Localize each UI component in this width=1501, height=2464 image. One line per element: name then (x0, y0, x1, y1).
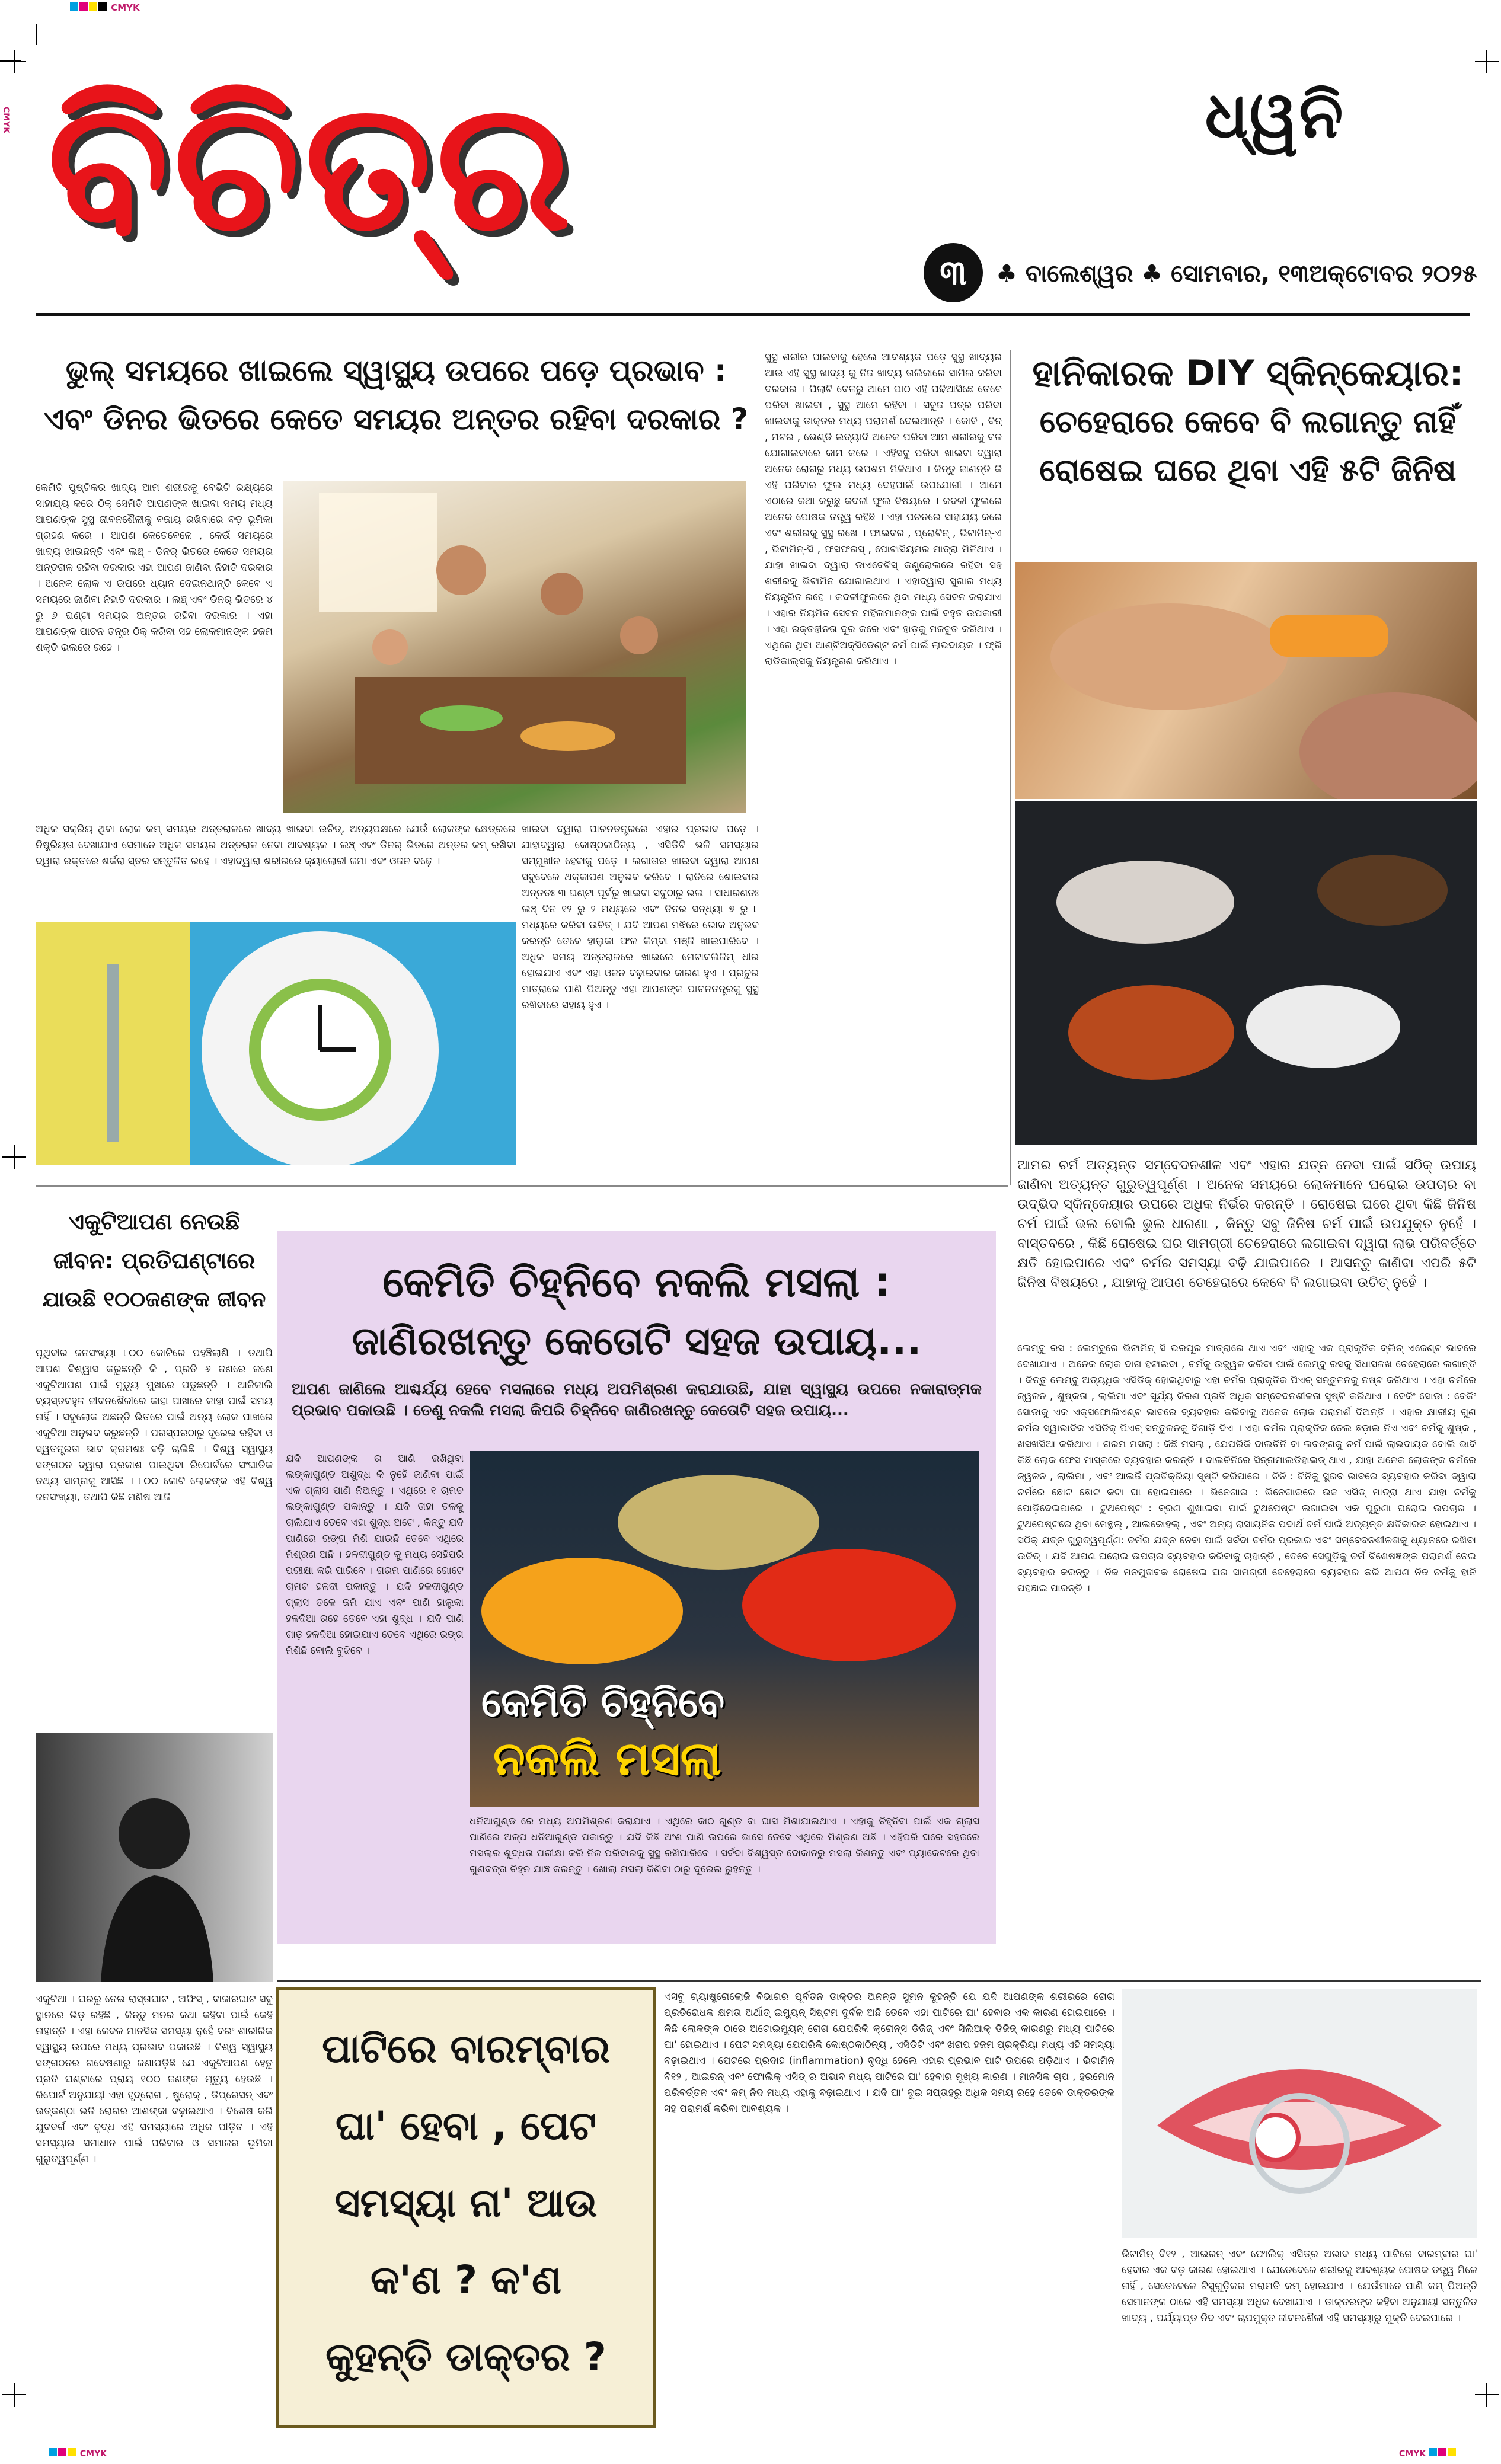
ulcer-headline-line1: ପାଟିରେ ବାରମ୍ବାର (322, 2026, 610, 2072)
food-plate (420, 705, 503, 731)
registration-mark-bottom-left (2, 2383, 26, 2407)
skin-headline-line2: ଚେହେରାରେ କେବେ ବି ଲଗାନ୍ତୁ ନାହିଁ (1039, 404, 1457, 440)
skin-headline-line1: ହାନିକାରକ DIY ସ୍କିନ୍‌କେୟାର: (1032, 353, 1464, 394)
issue-date: ସୋମବାର, ୧୩ଅକ୍ଟୋବର ୨୦୨୫ (1171, 260, 1477, 287)
bottom-section-rule (277, 1980, 1481, 1982)
ulcer-headline-box (276, 1987, 656, 2428)
masala-headline-line1: କେମିତି ଚିହ୍ନିବେ ନକଲି ମସଲା : (382, 1258, 891, 1306)
bowl-chilli (742, 1549, 956, 1661)
spoon-flour (1246, 985, 1400, 1068)
person-head (620, 616, 658, 654)
place-name: ବାଲେଶ୍ୱର (1025, 260, 1133, 287)
masala-body-left: ଯଦି ଆପଣଙ୍କ ର ଆଣି ରଖିଥିବା ଲଙ୍କାଗୁଣ୍ଡ ଅଶୁଦ୍ଧ କି ନୁହେଁ ଜାଣିବା ପାଇଁ ଏକ ଗ୍ଲାସ ପାଣି ନିଅନ୍ତୁ । ଏଥିରେ ୧ ଚାମଚ ଲଙ୍କାଗୁଣ୍ଡ ପକାନ୍ତୁ । ଯଦି ତାହା ତଳକୁ ଚାଲିଯାଏ ତେବେ ଏହା ଶୁଦ୍ଧ ଅଟେ , କିନ୍ତୁ ଯଦି ପାଣିରେ ରଙ୍ଗ ମିଶି ଯାଉଛି ତେବେ ଏଥିରେ ମିଶ୍ରଣ ଅଛି । ହଳଦୀଗୁଣ୍ଡ କୁ ମଧ୍ୟ ସେହିପରି ପରୀକ୍ଷା କରି ପାରିବେ । ଗରମ ପାଣିରେ ଗୋଟେ ଚାମଚ ହଳଦୀ ପକାନ୍ତୁ । ଯଦି ହଳଦୀଗୁଣ୍ଡ ଗ୍ଲାସ ତଳେ ଜମି ଯାଏ ଏବଂ ପାଣି ହାଲୁକା ହଳଦିଆ ରହେ ତେବେ ଏହା ଶୁଦ୍ଧ । ଯଦି ପାଣି ଗାଢ଼ ହଳଦିଆ ହୋଇଯାଏ ତେବେ ଏଥିରେ ରଙ୍ଗ ମିଶିଛି ବୋଲି ବୁଝିବେ । (286, 1453, 464, 1657)
table (355, 677, 686, 784)
dropper-serum-photo (1015, 562, 1477, 799)
person-head (436, 545, 486, 595)
loneliness-headline-line1: ଏକୁଟିଆପଣ ନେଉଛି (68, 1209, 240, 1235)
loneliness-body2: ଏକୁଟିଆ । ଘରରୁ ନେଇ ରାସ୍ତାଘାଟ , ଅଫିସ୍ , ବାଜାରଘାଟ ସବୁ ସ୍ଥାନରେ ଭିଡ଼ ରହିଛି , କିନ୍ତୁ ମନର କଥା କହିବା ପାଇଁ କେହି ନାହାନ୍ତି । ଏହା କେବଳ ମାନସିକ ସମସ୍ୟା ନୁହେଁ ବରଂ ଶାରୀରିକ ସ୍ୱାସ୍ଥ୍ୟ ଉପରେ ମଧ୍ୟ ପ୍ରଭାବ ପକାଉଛି । ବିଶ୍ୱ ସ୍ୱାସ୍ଥ୍ୟ ସଙ୍ଗଠନର ଗବେଷଣାରୁ ଜଣାପଡ଼ିଛି ଯେ ଏକୁଟିଆପଣ ହେତୁ ପ୍ରତି ଘଣ୍ଟାରେ ପ୍ରାୟ ୧୦୦ ଜଣଙ୍କ ମୃତ୍ୟୁ ହେଉଛି । ରିପୋର୍ଟ ଅନୁଯାୟୀ ଏହା ହୃଦ୍‌ରୋଗ , ଷ୍ଟ୍ରୋକ୍ , ଡିପ୍ରେସନ୍ ଏବଂ ଉତ୍କଣ୍ଠା ଭଳି ରୋଗର ଆଶଙ୍କା ବଢ଼ାଇଥାଏ । ବିଶେଷ କରି ଯୁବବର୍ଗ ଏବଂ ବୃଦ୍ଧ ଏହି ସମସ୍ୟାରେ ଅଧିକ ପୀଡ଼ିତ । ଏହି ସମସ୍ୟାର ସମାଧାନ ପାଇଁ ପରିବାର ଓ ସମାଜର ଭୂମିକା ଗୁରୁତ୍ୱପୂର୍ଣ୍ଣ । (36, 1993, 273, 2165)
cmyk-strip-bottom-left: CMYK (49, 2448, 107, 2459)
meal-body-col2: ଖାଇବା ଦ୍ୱାରା ପାଚନତନ୍ତ୍ରରେ ଏହାର ପ୍ରଭାବ ପଡ଼େ । ଯାହାଦ୍ୱାରା କୋଷ୍ଠକାଠିନ୍ୟ , ଏସିଡିଟି ଭଳି ସମସ୍ୟାର ସମ୍ମୁଖୀନ ହେବାକୁ ପଡ଼େ । ଲଗାତାର ଖାଇବା ଦ୍ୱାରା ଆପଣ ସବୁବେଳେ ଥକ୍କାପଣ ଅନୁଭବ କରିବେ । ରାତିରେ ଶୋଇବାର ଅନ୍ତତଃ ୩ ଘଣ୍ଟା ପୂର୍ବରୁ ଖାଇବା ସବୁଠାରୁ ଭଲ । ସାଧାରଣତଃ ଲଞ୍ଚ୍ ଦିନ ୧୨ ରୁ ୨ ମଧ୍ୟରେ ଏବଂ ଡିନର ସନ୍ଧ୍ୟା ୭ ରୁ ୮ ମଧ୍ୟରେ କରିବା ଉଚିତ୍ । ଯଦି ଆପଣ ମଝିରେ ଭୋକ ଅନୁଭବ କରନ୍ତି ତେବେ ହାଲୁକା ଫଳ କିମ୍ବା ମଞ୍ଜି ଖାଇପାରିବେ । ଅଧିକ ସମୟ ଅନ୍ତରାଳରେ ଖାଇଲେ ମେଟାବଲିଜିମ୍ ଧୀର ହୋଇଯାଏ ଏବଂ ଏହା ଓଜନ ବଢ଼ାଇବାର କାରଣ ହୁଏ । ପ୍ରଚୁର ମାତ୍ରାରେ ପାଣି ପିଅନ୍ତୁ ଏହା ଆପଣଙ୍କ ପାଚନତନ୍ତ୍ରକୁ ସୁସ୍ଥ ରଖିବାରେ ସହାୟ ହୁଏ । (522, 823, 759, 1011)
masala-box (277, 1231, 996, 1944)
clock-plate-photo (36, 922, 516, 1165)
family-dinner-photo (283, 481, 746, 813)
masala-image-caption-line2: ନକଲି ମସଲା (493, 1733, 721, 1786)
cmyk-strip-top (70, 2, 140, 13)
spoon-paprika (1068, 985, 1234, 1080)
window (319, 493, 437, 612)
section-rule (36, 1185, 1008, 1187)
dropper-bottle (1270, 615, 1388, 657)
meal-headline-line2: ଏବଂ ଡିନର ଭିତରେ କେତେ ସମୟର ଅନ୍ତର ରହିବା ଦରକାର ? (43, 402, 749, 436)
skin-intro: ଆମର ଚର୍ମ ଅତ୍ୟନ୍ତ ସମ୍ବେଦନଶୀଳ ଏବଂ ଏହାର ଯତ୍ନ ନେବା ପାଇଁ ସଠିକ୍ ଉପାୟ ଜାଣିବା ଅତ୍ୟନ୍ତ ଗୁରୁତ୍ୱପୂର୍ଣ୍ଣ । ଅନେକ ସମୟରେ ଲୋକମାନେ ଘରୋଇ ଉପଚାର ବା ଉଦ୍ଭିଦ ସ୍କିନ୍‌କେୟାର ଉପରେ ଅଧିକ ନିର୍ଭର କରନ୍ତି । ରୋଷେଇ ଘରେ ଥିବା କିଛି ଜିନିଷ ଚର୍ମ ପାଇଁ ଭଲ ବୋଲି ଭୁଲ ଧାରଣା , କିନ୍ତୁ ସବୁ ଜିନିଷ ଚର୍ମ ପାଇଁ ଉପଯୁକ୍ତ ନୁହେଁ । ବାସ୍ତବରେ , କିଛି ରୋଷେଇ ଘର ସାମଗ୍ରୀ ଚେହେରାରେ ଲଗାଇବା ଦ୍ୱାରା ଲାଭ ପରିବର୍ତ୍ତେ କ୍ଷତି ହୋଇପାରେ ଏବଂ ଚର୍ମର ସମସ୍ୟା ବଢ଼ି ଯାଇପାରେ । ଆସନ୍ତୁ ଜାଣିବା ଏପରି ୫ଟି ଜିନିଷ ବିଷୟରେ , ଯାହାକୁ ଆପଣ ଚେହେରାରେ କେବେ ବି ଲଗାଇବା ଉଚିତ୍ ନୁହେଁ । (1017, 1158, 1476, 1290)
registration-mark-top-right (1475, 50, 1499, 73)
masala-headline-line2: ଜାଣିରଖନ୍ତୁ କେତୋଟି ସହଜ ଉପାୟ... (352, 1318, 922, 1364)
family-dinner-illustration (283, 481, 746, 813)
spice-bowls-photo (470, 1451, 979, 1807)
cmyk-strip-bottom-right: CMYK (1399, 2448, 1457, 2459)
sad-man-photo (36, 1733, 273, 1982)
mouth-ulcer-photo (1122, 1989, 1477, 2238)
ulcer-body-mid: ଏସବୁ ଗ୍ୟାଷ୍ଟ୍ରୋଲୋଜି ବିଭାଗର ପୂର୍ବତନ ଡାକ୍ତର ଅନନ୍ତ ସୁମନ କୁହନ୍ତି ଯେ ଯଦି ଆପଣଙ୍କ ଶରୀରରେ ରୋଗ ପ୍ରତିରୋଧକ କ୍ଷମତା ଅର୍ଥାତ୍ ଇମ୍ୟୁନ୍ ସିଷ୍ଟମ ଦୁର୍ବଳ ଅଛି ତେବେ ଏହା ପାଟିରେ ଘା' ହେବାର ଏକ କାରଣ ହୋଇପାରେ । କିଛି ଲୋକଙ୍କ ଠାରେ ଅଟୋଇମ୍ୟୁନ୍ ରୋଗ ଯେପରିକି କ୍ରୋନ୍ସ ଡିଜିଜ୍ ଏବଂ ସିଲିଆକ୍ ଡିଜିଜ୍ କାରଣରୁ ମଧ୍ୟ ପାଟିରେ ଘା' ହୋଇଥାଏ । ପେଟ ସମସ୍ୟା ଯେପରିକି କୋଷ୍ଠକାଠିନ୍ୟ , ଏସିଡିଟି ଏବଂ ଖରାପ ହଜମ ପ୍ରକ୍ରିୟା ମଧ୍ୟ ଏହି ସମସ୍ୟା ବଢ଼ାଇଥାଏ । ପେଟରେ ପ୍ରଦାହ (inflammation) ବୃଦ୍ଧି ହେଲେ ଏହାର ପ୍ରଭାବ ପାଟି ଉପରେ ପଡ଼ିଥାଏ । ଭିଟାମିନ୍ ବି୧୨ , ଆଇରନ୍ ଏବଂ ଫୋଲିକ୍ ଏସିଡ୍ ର ଅଭାବ ମଧ୍ୟ ପାଟିରେ ଘା' ହେବାର ମୁଖ୍ୟ କାରଣ । ମାନସିକ ଚାପ , ହରମୋନ୍ ପରିବର୍ତ୍ତନ ଏବଂ କମ୍ ନିଦ ମଧ୍ୟ ଏହାକୁ ବଢ଼ାଇଥାଏ । ଯଦି ଘା' ଦୁଇ ସପ୍ତାହରୁ ଅଧିକ ସମୟ ରହେ ତେବେ ଡାକ୍ତରଙ୍କ ସହ ପରାମର୍ଶ କରିବା ଆବଶ୍ୟକ । (664, 1991, 1114, 2115)
brand-logo: ଧ୍ୱନି (1205, 78, 1344, 152)
masala-subhead: ଆପଣ ଜାଣିଲେ ଆଶ୍ଚର୍ଯ୍ୟ ହେବେ ମସଲାରେ ମଧ୍ୟ ଅପମିଶ୍ରଣ କରାଯାଉଛି, ଯାହା ସ୍ୱାସ୍ଥ୍ୟ ଉପରେ ନକାରାତ୍ମକ ପ୍ରଭାବ ପକାଉଛି । ତେଣୁ ନକଲି ମସଲା କିପରି ଚିହ୍ନିବେ ଜାଣିରଖନ୍ତୁ କେତୋଟି ସହଜ ଉପାୟ... (292, 1380, 982, 1420)
registration-mark-middle-left (2, 1145, 26, 1169)
cmyk-label: CMYK (111, 2, 140, 13)
page-number-badge (924, 243, 983, 302)
meal-body-col3: ସୁସ୍ଥ ଶରୀର ପାଇବାକୁ ହେଲେ ଆବଶ୍ୟକ ପଡ଼େ ସୁସ୍ଥ ଖାଦ୍ୟର ଆଉ ଏହି ସୁସ୍ଥ ଖାଦ୍ୟ କୁ ନିଜ ଖାଦ୍ୟ ତାଲିକାରେ ସାମିଲ କରିବା ଦରକାର । ପିଲାଟି ବେଳରୁ ଆମେ ପାଠ ଏହି ପଢିଆସିଛେ ତେବେ ପରିବା ଖାଇବା , ସୁସ୍ଥ ଆମେ ରହିବା । ସବୁଜ ପତ୍ର ପରିବା ଖାଇବାକୁ ଡାକ୍ତର ମଧ୍ୟ ପରାମର୍ଶ ଦେଇଥାନ୍ତି । କୋବି , ବିନ୍ , ମଟର , ଭେଣ୍ଡି ଇତ୍ୟାଦି ଅନେକ ପରିବା ଆମ ଶରୀରକୁ ବଳ ଯୋଗାଇବାରେ କାମ କରେ । ଏହିସବୁ ପରିବା ଖାଇବା ଦ୍ୱାରା ଅନେକ ରୋଗରୁ ମଧ୍ୟ ଉପଶମ ମିଳିଥାଏ । କିନ୍ତୁ ଜାଣନ୍ତି କି ଏହି ପରିବାର ଫୁଲ ମଧ୍ୟ ଦେହପାଇଁ ଉପଯୋଗୀ । ଆମେ ଏଠାରେ କଥା କରୁଛୁ କଦଳୀ ଫୁଲ ବିଷୟରେ । କଦଳୀ ଫୁଲରେ ଅନେକ ପୋଷକ ତତ୍ତ୍ୱ ରହିଛି । ଏହା ପଚନରେ ସାହାଯ୍ୟ କରେ ଏବଂ ଶରୀରକୁ ସୁସ୍ଥ ରଖେ । ଫାଇବର , ପ୍ରୋଟିନ୍ , ଭିଟାମିନ୍-ଏ , ଭିଟାମିନ୍-ସି , ଫସଫରସ୍ , ପୋଟାସିୟମର ମାତ୍ରା ମିଳିଥାଏ । ଯାହା ଖାଇବା ଦ୍ୱାରା ଡାଏବେଟିସ୍ କଣ୍ଟ୍ରୋଲରେ ରହିବା ସହ ଶରୀରକୁ ଭିଟାମିନ ଯୋଗାଇଥାଏ । ଏହାଦ୍ୱାରା ସୁଗାର ମଧ୍ୟ ନିୟନ୍ତ୍ରିତ ରହେ । କଦଳୀଫୁଲରେ ଥିବା ମଧ୍ୟ ସେବନ କରାଯାଏ । ଏହାର ନିୟମିତ ସେବନ ମହିଳାମାନଙ୍କ ପାଇଁ ବହୁତ ଉପକାରୀ । ଏହା ରକ୍ତହୀନତା ଦୂର କରେ ଏବଂ ହାଡ଼କୁ ମଜବୁତ କରିଥାଏ । ଏଥିରେ ଥିବା ଆଣ୍ଟିଅକ୍ସିଡେଣ୍ଟ ଚର୍ମ ପାଇଁ ଲାଭଦାୟକ । ଫ୍ରି ରାଡିକାଲ୍ସକୁ ନିୟନ୍ତ୍ରଣ କରିଥାଏ । (765, 351, 1002, 667)
loneliness-headline-line3: ଯାଉଛି ୧୦୦ଜଣଙ୍କ ଜୀବନ (42, 1287, 266, 1312)
club-icon: ♣ (996, 260, 1017, 287)
club-icon: ♣ (1141, 260, 1163, 287)
loneliness-headline-line2: ଜୀବନ: ପ୍ରତିଘଣ୍ଟାରେ (53, 1248, 256, 1274)
fork (107, 964, 119, 1142)
bowl-turmeric (481, 1558, 683, 1664)
face (1299, 692, 1477, 799)
hand (1050, 603, 1288, 710)
person-head (541, 573, 583, 615)
ulcer-headline-line2: ଘା' ହେବା , ପେଟ (335, 2103, 597, 2149)
ulcer-headline-line4: କ'ଣ ? କ'ଣ (371, 2257, 561, 2303)
meal-body-col1: କେମିତି ପୁଷ୍ଟିକର ଖାଦ୍ୟ ଆମ ଶରୀରକୁ ବେଭିଟି ରକ୍ଷ୍ୟରେ ସାହାଯ୍ୟ କରେ ଠିକ୍ ସେମିତି ଆପଣଙ୍କ ଖାଇବା ସମୟ ମଧ୍ୟ ଆପଣଙ୍କ ସୁସ୍ଥ ଜୀବନଶୈଳୀକୁ ବଜାୟ ରଖିବାରେ ବଡ଼ ଭୂମିକା ଗ୍ରହଣ କରେ । ଆପଣ କେତେବେଳେ , କେଉଁ ସମୟରେ ଖାଦ୍ୟ ଖାଉଛନ୍ତି ଏବଂ ଲଞ୍ଚ୍ - ଡିନର୍ ଭିତରେ କେତେ ସମୟର ଅନ୍ତରାଳ ରହିବା ଦରକାର ଏହା ଆପଣ ଜାଣିବା ନିହାତି ଦରକାର । ଅନେକ ଲୋକ ଏ ଉପରେ ଧ୍ୟାନ ଦେଇନଥାନ୍ତି କେବେ ଏ ସମୟରେ ଜାଣିବା ନିହାତି ଦରକାର । ଲଞ୍ଚ୍ ଏବଂ ଡିନର୍ ଭିତରେ ୪ ରୁ ୬ ଘଣ୍ଟା ସମୟର ଅନ୍ତର ରହିବା ଦରକାର । ଏହା ଆପଣଙ୍କ ପାଚନ ତନ୍ତ୍ର ଠିକ୍ କରିବା ସହ ଲୋକମାନଙ୍କ ହଜମ ଶକ୍ତି ଭଲରେ ରହେ । (36, 482, 273, 654)
cmyk-side-label: CMYK (1, 107, 11, 134)
ulcer-body-right: ଭିଟାମିନ୍ ବି୧୨ , ଆଇରନ୍ ଏବଂ ଫୋଲିକ୍ ଏସିଡ୍‌ର ଅଭାବ ମଧ୍ୟ ପାଟିରେ ବାରମ୍ବାର ଘା' ହେବାର ଏକ ବଡ଼ କାରଣ ହୋଇଥାଏ । ଯେତେବେଳେ ଶରୀରକୁ ଆବଶ୍ୟକ ପୋଷକ ତତ୍ତ୍ୱ ମିଳେ ନାହିଁ , ସେତେବେଳେ ଟିସୁଗୁଡ଼ିକର ମରାମତି କମ୍ ହୋଇଯାଏ । ଯେଉଁମାନେ ପାଣି କମ୍ ପିଅନ୍ତି ସେମାନଙ୍କ ଠାରେ ଏହି ସମସ୍ୟା ଅଧିକ ଦେଖାଯାଏ । ଡାକ୍ତରଙ୍କ କହିବା ଅନୁଯାୟୀ ସନ୍ତୁଳିତ ଖାଦ୍ୟ , ପର୍ଯ୍ୟାପ୍ତ ନିଦ ଏବଂ ଚାପମୁକ୍ତ ଜୀବନଶୈଳୀ ଏହି ସମସ୍ୟାରୁ ମୁକ୍ତି ଦେଇପାରେ । (1122, 2248, 1477, 2324)
person-head (372, 629, 408, 665)
meal-headline-line1: ଭୁଲ୍ ସମୟରେ ଖାଇଲେ ସ୍ୱାସ୍ଥ୍ୟ ଉପରେ ପଡ଼େ ପ୍ରଭାବ : (65, 353, 727, 388)
ulcer-headline-line5: କୁହନ୍ତି ଡାକ୍ତର ? (325, 2334, 606, 2380)
ulcer-headline-line3: ସମସ୍ୟା ନା' ଆଉ (334, 2180, 598, 2226)
skin-body: ଲେମ୍ବୁ ରସ : ଲେମ୍ବୁରେ ଭିଟାମିନ୍ ସି ଭରପୂର ମାତ୍ରାରେ ଥାଏ ଏବଂ ଏହାକୁ ଏକ ପ୍ରାକୃତିକ ବ୍ଲିଚ୍ ଏଜେଣ୍ଟ ଭାବରେ ଦେଖାଯାଏ । ଅନେକ ଲୋକ ଦାଗ ହଟାଇବା , ଚର୍ମକୁ ଉଜ୍ଜ୍ୱଳ କରିବା ପାଇଁ ଲେମ୍ବୁ ରସକୁ ସିଧାସଳଖ ଚେହେରାରେ ଲଗାନ୍ତି । କିନ୍ତୁ ଲେମ୍ବୁ ଅତ୍ୟଧିକ ଏସିଡିକ୍ ହୋଇଥିବାରୁ ଏହା ଚର୍ମର ପ୍ରାକୃତିକ ପିଏଚ୍ ସନ୍ତୁଳନକୁ ନଷ୍ଟ କରିଥାଏ । ଏହା ଚର୍ମରେ ଜ୍ୱଳନ , ଶୁଷ୍କତା , ଲାଲିମା ଏବଂ ସୂର୍ଯ୍ୟ କିରଣ ପ୍ରତି ଅଧିକ ସମ୍ବେଦନଶୀଳତା ସୃଷ୍ଟି କରିଥାଏ । ବେକିଂ ସୋଡା : ବେକିଂ ସୋଡାକୁ ଏକ ଏକ୍ସଫୋଲିଏଣ୍ଟ ଭାବରେ ବ୍ୟବହାର କରିବାକୁ ଅନେକ ଲୋକ ପରାମର୍ଶ ଦିଅନ୍ତି । ଏହାର କ୍ଷାରୀୟ ଗୁଣ ଚର୍ମର ସ୍ୱାଭାବିକ ଏସିଡିକ୍ ପିଏଚ୍ ସନ୍ତୁଳନକୁ ବିଗାଡ଼ି ଦିଏ । ଏହା ଚର୍ମର ପ୍ରାକୃତିକ ତେଲ ଛଡ଼ାଇ ନିଏ ଏବଂ ଚର୍ମକୁ ଶୁଷ୍କ , ଖସଖସିଆ କରିଥାଏ । ଗରମ ମସଲା : କିଛି ମସଲା , ଯେପରିକି ଦାଲଚିନି ବା ଲବଙ୍ଗକୁ ଚର୍ମ ପାଇଁ ଲାଭଦାୟକ ବୋଲି ଭାବି କିଛି ଲୋକ ଫେସ ମାସ୍କରେ ବ୍ୟବହାର କରନ୍ତି । ଦାଲଚିନିରେ ସିନ୍ନାମାଲଡିହାଇଡ୍ ଥାଏ , ଯାହା ଅନେକ ଲୋକଙ୍କ ଚର୍ମରେ ଜ୍ୱଳନ , ଲାଲିମା , ଏବଂ ଆଲର୍ଜି ପ୍ରତିକ୍ରିୟା ସୃଷ୍ଟି କରିପାରେ । ଚିନି : ଚିନିକୁ ସ୍କ୍ରବ ଭାବରେ ବ୍ୟବହାର କରିବା ଦ୍ୱାରା ଚର୍ମରେ ଛୋଟ ଛୋଟ କଟା ଘା ହୋଇପାରେ । ଭିନେଗାର : ଭିନେଗାରରେ ଉଚ୍ଚ ଏସିଡ୍ ମାତ୍ରା ଥାଏ ଯାହା ଚର୍ମକୁ ପୋଡ଼ିଦେଇପାରେ । ଟୁଥପେଷ୍ଟ : ବ୍ରଣ ଶୁଖାଇବା ପାଇଁ ଟୁଥପେଷ୍ଟ ଲଗାଇବା ଏକ ପୁରୁଣା ଘରୋଇ ଉପଚାର । ଟୁଥପେଷ୍ଟରେ ଥିବା ମେନ୍ଥଲ୍ , ଆଲକୋହଲ୍ , ଏବଂ ଅନ୍ୟ ରାସାୟନିକ ପଦାର୍ଥ ଚର୍ମ ପାଇଁ ଅତ୍ୟନ୍ତ କ୍ଷତିକାରକ ହୋଇଥାଏ । ସଠିକ୍ ଯତ୍ନ ଗୁରୁତ୍ୱପୂର୍ଣ୍ଣ: ଚର୍ମର ଯତ୍ନ ନେବା ପାଇଁ ସର୍ବଦା ଚର୍ମର ପ୍ରକାର ଏବଂ ସମ୍ବେଦନଶୀଳତାକୁ ଧ୍ୟାନରେ ରଖିବା ଉଚିତ୍ । ଯଦି ଆପଣ ଘରୋଇ ଉପଚାର ବ୍ୟବହାର କରିବାକୁ ଚାହାନ୍ତି , ତେବେ ସେଗୁଡ଼ିକୁ ଚର୍ମ ବିଶେଷଜ୍ଞଙ୍କ ପରାମର୍ଶ ନେଇ ବ୍ୟବହାର କରନ୍ତୁ । ନିଜ ମନମୁତାବକ ରୋଷେଇ ଘର ସାମଗ୍ରୀ ଚେହେରାରେ ବ୍ୟବହାର କରି ଆପଣ ନିଜ ଚର୍ମକୁ ହାନି ପହଞ୍ଚାଇ ପାରନ୍ତି । (1017, 1343, 1476, 1594)
bowl-coriander (618, 1475, 819, 1570)
column-rule (1010, 350, 1011, 1185)
masala-body-bottom: ଧନିଆଗୁଣ୍ଡ ରେ ମଧ୍ୟ ଅପମିଶ୍ରଣ କରାଯାଏ । ଏଥିରେ କାଠ ଗୁଣ୍ଡ ବା ଘାସ ମିଶାଯାଇଥାଏ । ଏହାକୁ ଚିହ୍ନିବା ପାଇଁ ଏକ ଗ୍ଲାସ ପାଣିରେ ଅଳ୍ପ ଧନିଆଗୁଣ୍ଡ ପକାନ୍ତୁ । ଯଦି କିଛି ଅଂଶ ପାଣି ଉପରେ ଭାସେ ତେବେ ଏଥିରେ ମିଶ୍ରଣ ଅଛି । ଏହିପରି ଘରେ ସହଜରେ ମସଲାର ଶୁଦ୍ଧତା ପରୀକ୍ଷା କରି ନିଜ ପରିବାରକୁ ସୁସ୍ଥ ରଖିପାରିବେ । ସର୍ବଦା ବିଶ୍ୱସ୍ତ ଦୋକାନରୁ ମସଲା କିଣନ୍ତୁ ଏବଂ ପ୍ୟାକେଟରେ ଥିବା ଗୁଣବତ୍ତା ଚିହ୍ନ ଯାଞ୍ଚ କରନ୍ତୁ । ଖୋଲା ମସଲା କିଣିବା ଠାରୁ ଦୂରେଇ ରୁହନ୍ତୁ । (470, 1816, 979, 1875)
skin-headline-line3: ରୋଷେଇ ଘରେ ଥିବା ଏହି ୫ଟି ଜିନିଷ (1039, 453, 1457, 488)
masthead-rule (36, 313, 1470, 316)
loneliness-body1: ପୃଥିବୀର ଜନସଂଖ୍ୟା ୮୦୦ କୋଟିରେ ପହଞ୍ଚିଲାଣି । ତଥାପି ଆପଣ ବିଶ୍ୱାସ କରୁଛନ୍ତି କି , ପ୍ରତି ୬ ଜଣରେ ଜଣେ ଏକୁଟିଆପଣ ପାଇଁ ମୃତ୍ୟୁ ମୁଖରେ ପଡୁଛନ୍ତି । ଆଜିକାଲି ବ୍ୟସ୍ତବହୁଳ ଜୀବନଶୈଳୀରେ କାହା ପାଖରେ କାହା ପାଇଁ ସମୟ ନାହିଁ । ସବୁଲୋକ ଅଛନ୍ତି ଭିତରେ ପାଇଁ ଅନ୍ୟ ଲୋକ ପାଖରେ ଏକୁଟିଆ ଅନୁଭବ କରୁଛନ୍ତି । ପରସ୍ପରଠାରୁ ଦୂରେଇ ରହିବା ଓ ସ୍ୱତନ୍ତ୍ରତା ଭାବ କ୍ରମଶଃ ବଢ଼ି ଚାଲିଛି । ବିଶ୍ୱ ସ୍ୱାସ୍ଥ୍ୟ ସଙ୍ଗଠନ ଦ୍ୱାରା ପ୍ରକାଶ ପାଇଥିବା ରିପୋର୍ଟରେ ସଂଘାତିକ ତଥ୍ୟ ସାମ୍ନାକୁ ଆସିଛି । ୮୦୦ କୋଟି ଲୋକଙ୍କ ଏହି ବିଶ୍ୱ ଜନସଂଖ୍ୟା, ତଥାପି କିଛି ମଣିଷ ଆଜି (36, 1347, 273, 1503)
masala-image-caption-line1: କେମିତି ଚିହ୍ନିବେ (481, 1680, 725, 1725)
spoon-pepper (1317, 855, 1448, 926)
registration-mark-bottom-right (1475, 2383, 1499, 2407)
dateline (996, 256, 1482, 292)
food-plate (520, 721, 615, 751)
person-head (119, 1798, 190, 1869)
page-number: ୩ (940, 253, 967, 293)
meal-body-wide: ଅଧିକ ସକ୍ରିୟ ଥିବା ଲୋକ କମ୍ ସମୟର ଅନ୍ତରାଳରେ ଖାଦ୍ୟ ଖାଇବା ଉଚିତ୍, ଅନ୍ୟପକ୍ଷରେ ଯେଉଁ ଲୋକଙ୍କ କ୍ଷେତ୍ରରେ ନିଷ୍କ୍ରିୟତା ଦେଖାଯାଏ ସେମାନେ ଅଧିକ ସମୟର ଅନ୍ତରାଳ ନେବା ଆବଶ୍ୟକ । ଲଞ୍ଚ୍ ଏବଂ ଡିନର୍ ଭିତରେ ଅନ୍ତର କମ୍ ରଖିବା ଦ୍ୱାରା ରକ୍ତରେ ଶର୍କରା ସ୍ତର ସନ୍ତୁଳିତ ରହେ । ଏହାଦ୍ୱାରା ଶରୀରରେ କ୍ୟାଲୋରୀ ଜମା ଏବଂ ଓଜନ ବଢ଼େ । (36, 823, 516, 867)
section-title: ବିଚିତ୍ର (47, 61, 576, 270)
spices-spoons-photo (1015, 801, 1477, 1145)
spoon-salt (1056, 861, 1234, 944)
